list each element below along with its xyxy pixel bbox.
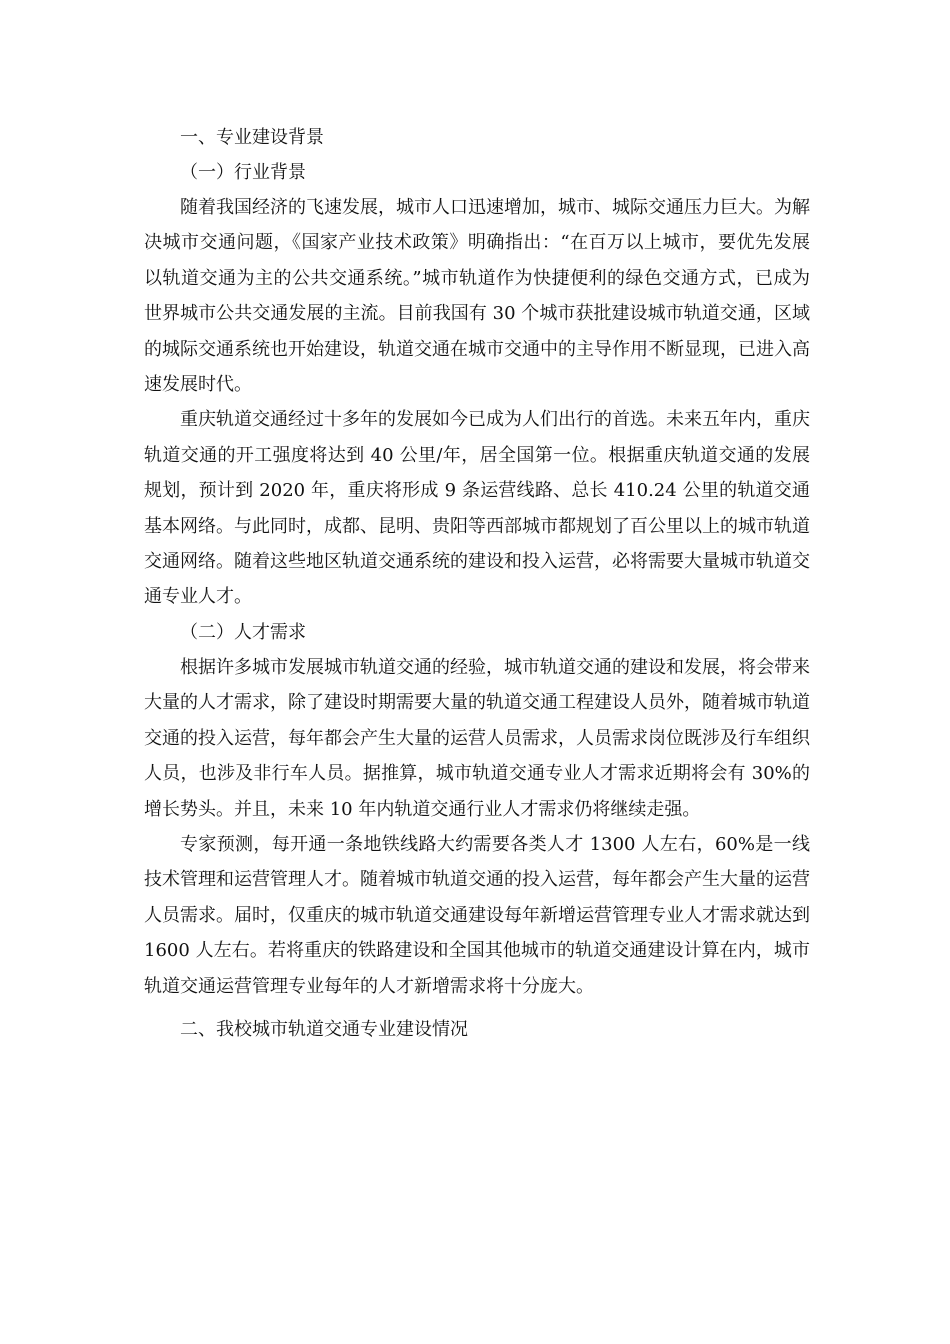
paragraph-chongqing-rail: 重庆轨道交通经过十多年的发展如今已成为人们出行的首选。未来五年内，重庆轨道交通的开工强度将达到 40 公里/年，居全国第一位。根据重庆轨道交通的发展规划，预计到 2020 年，重庆将形成 9 条运营线路、总长 410.24 公里的轨道交通基本网络。与此同时，成都、昆明、贵阳等西部城市都规划了百公里以上的城市轨道交通网络。随着这些地区轨道交通系统的建设和投入运营，必将需要大量城市轨道交通专业人才。 — [144, 409, 810, 608]
subsection-heading-talent: （二）人才需求 — [180, 621, 306, 643]
document-body — [144, 120, 810, 1047]
paragraph-expert-forecast: 专家预测，每开通一条地铁线路大约需要各类人才 1300 人左右，60%是一线技术管理和运营管理人才。随着城市轨道交通的投入运营，每年都会产生大量的运营人员需求。届时，仅重庆的城市轨道交通建设每年新增运营管理专业人才需求就达到 1600 人左右。若将重庆的铁路建设和全国其他城市的轨道交通建设计算在内，城市轨道交通运营管理专业每年的人才新增需求将十分庞大。 — [144, 833, 810, 997]
subsection-heading-industry: （一）行业背景 — [180, 162, 306, 183]
section-heading-background: 一、专业建设背景 — [180, 127, 324, 148]
section-heading-school-status: 二、我校城市轨道交通专业建设情况 — [180, 1018, 468, 1040]
paragraph-industry-growth: 随着我国经济的飞速发展，城市人口迅速增加，城市、城际交通压力巨大。为解决城市交通问题，《国家产业技术政策》明确指出：“在百万以上城市，要优先发展以轨道交通为主的公共交通系统。”城市轨道作为快捷便利的绿色交通方式，已成为世界城市公共交通发展的主流。目前我国有 30 个城市获批建设城市轨道交通，区域的城际交通系统也开始建设，轨道交通在城市交通中的主导作用不断显现，已进入高速发展时代。 — [144, 197, 810, 396]
paragraph-talent-demand: 根据许多城市发展城市轨道交通的经验，城市轨道交通的建设和发展，将会带来大量的人才需求，除了建设时期需要大量的轨道交通工程建设人员外，随着城市轨道交通的投入运营，每年都会产生大量的运营人员需求，人员需求岗位既涉及行车组织人员，也涉及非行车人员。据推算，城市轨道交通专业人才需求近期将会有 30%的增长势头。并且，未来 10 年内轨道交通行业人才需求仍将继续走强。 — [144, 656, 810, 820]
